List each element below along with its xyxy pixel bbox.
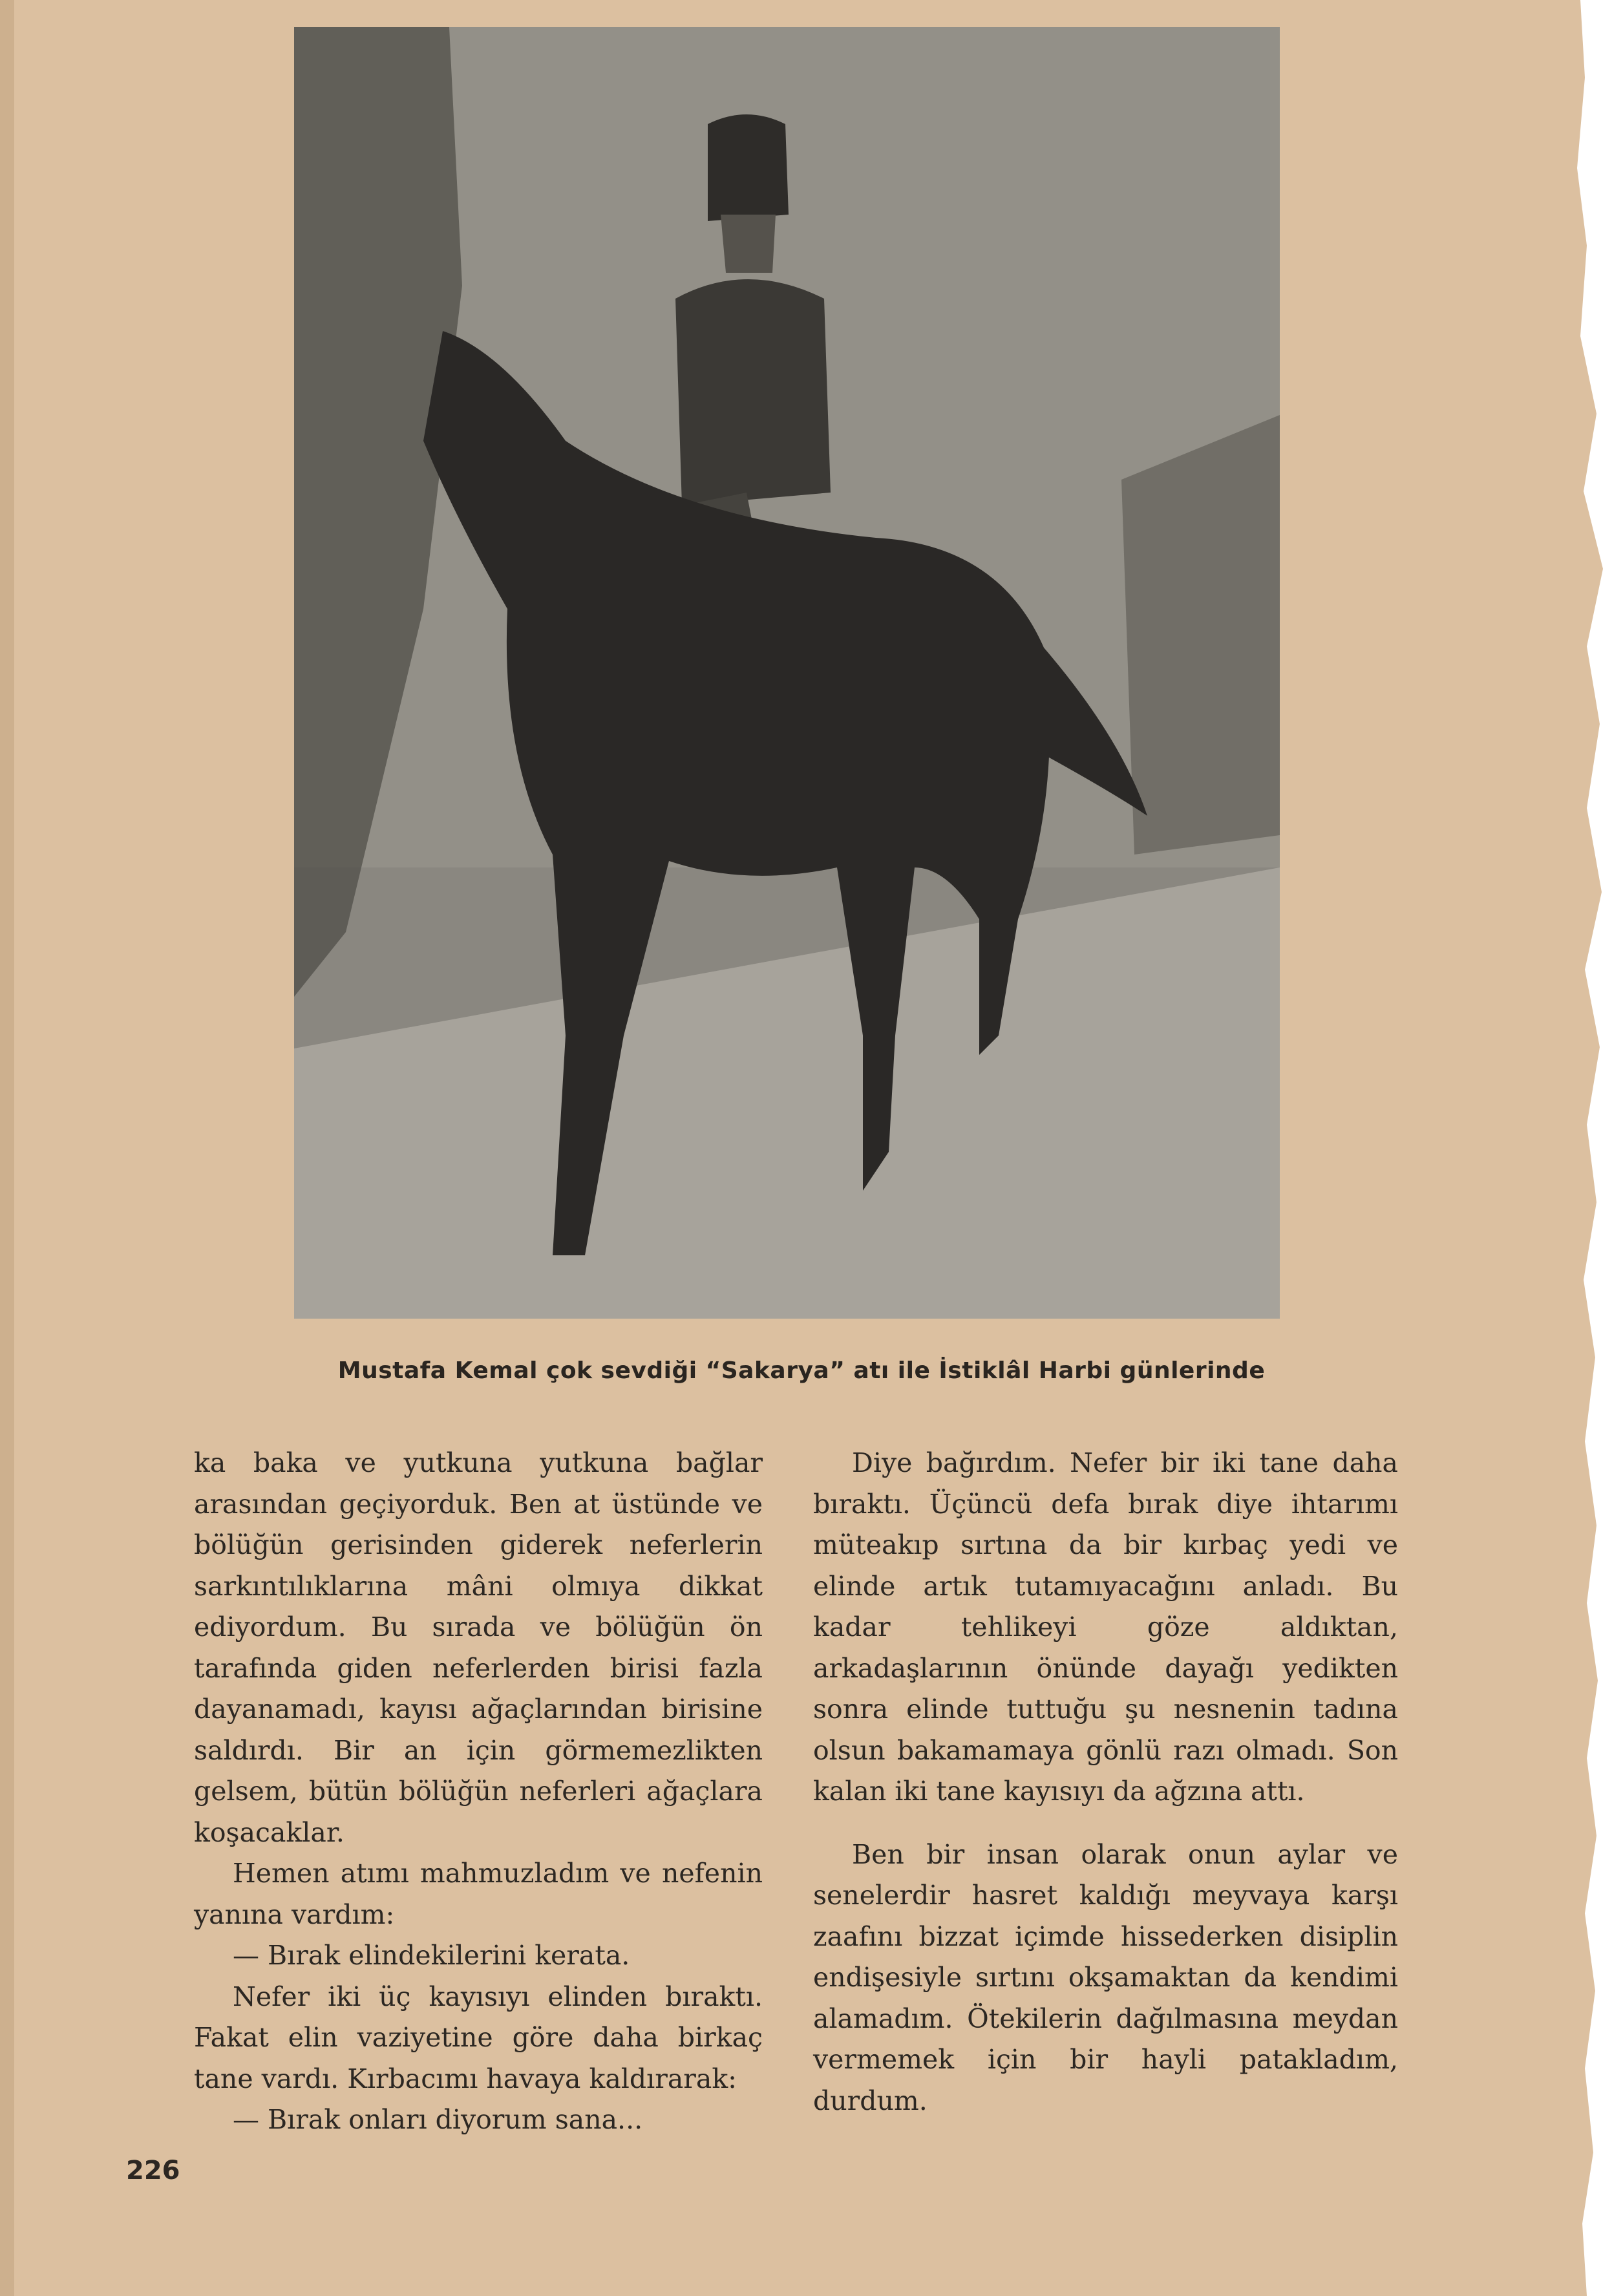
paragraph: Diye bağırdım. Nefer bir iki tane daha bıraktı. Üçüncü defa bırak diye ihtarımı müteakıp sırtına da bir kırbaç yedi ve elinde artık tutamıyacağını anladı. Bu kadar tehlikeyi göze aldıktan, arkadaşlarının önünde dayağı yedikten sonra elinde tuttuğu şu nesnenin tadına olsun bakamamaya gönlü razı olmadı. Son kalan iki tane kayısıyı da ağzına attı. bbox=[813, 1447, 1398, 1807]
paragraph: Nefer iki üç kayısıyı elinden bıraktı. Fakat elin vaziyetine göre daha birkaç tane vardı. Kırbacımı havaya kaldırarak: bbox=[194, 1981, 763, 2094]
paragraph: — Bırak elindekilerini kerata. bbox=[233, 1940, 630, 1971]
page-number: 226 bbox=[126, 2156, 180, 2185]
right-column bbox=[813, 1443, 1398, 2121]
paragraph: Hemen atımı mahmuzladım ve nefenin yanına vardım: bbox=[194, 1858, 763, 1930]
left-shadow bbox=[0, 0, 14, 2296]
paragraph: Ben bir insan olarak onun aylar ve senelerdir hasret kaldığı meyvaya karşı zaafını bizzat içimde hissederken disiplin endişesiyle sırtını okşamaktan da kendimi alamadım. Ötekilerin dağılmasına meydan vermemek için bir hayli patakladım, durdum. bbox=[813, 1838, 1398, 2116]
photo-caption: Mustafa Kemal çok sevdiği “Sakarya” atı ile İstiklâl Harbi günlerinde bbox=[337, 1357, 1266, 1384]
paragraph: ka baka ve yutkuna yutkuna bağlar arasından geçiyorduk. Ben at üstünde ve bölüğün gerisinden giderek neferlerin sarkıntılıklarına mâni olmıya dikkat ediyordum. Bu sırada ve bölüğün ön tarafında giden neferlerden birisi fazla dayanamadı, kayısı ağaçlarından birisine saldırdı. Bir an için görmemezlikten gelsem, bütün bölüğün neferleri ağaçlara koşacaklar. bbox=[194, 1447, 763, 1848]
left-column bbox=[194, 1443, 763, 2141]
paragraph: — Bırak onları diyorum sana... bbox=[233, 2104, 643, 2135]
photo-horseman bbox=[294, 27, 1280, 1319]
